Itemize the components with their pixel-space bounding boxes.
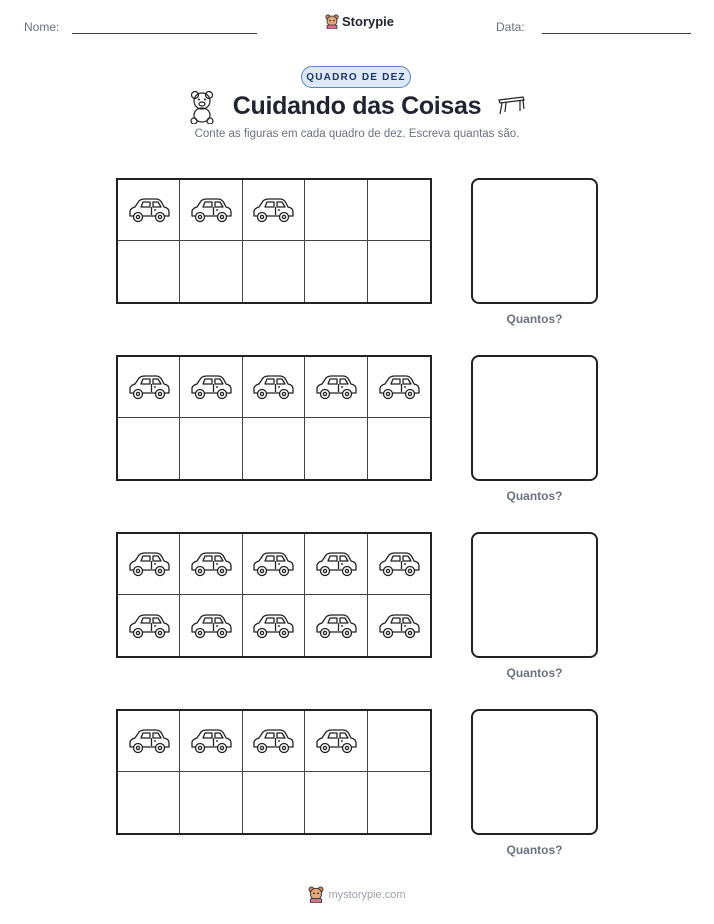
car-icon: [126, 194, 172, 226]
date-label: Data:: [496, 20, 525, 34]
ten-frame-cell: [368, 711, 430, 772]
ten-frame-cell: [243, 357, 305, 418]
ten-frame-cell: [180, 772, 242, 833]
ten-frame-cell: [305, 180, 367, 241]
ten-frame-cell: [368, 357, 430, 418]
answer-label: Quantos?: [506, 666, 563, 680]
name-label: Nome:: [24, 20, 60, 34]
ten-frame-cell: [305, 241, 367, 302]
car-icon: [376, 610, 422, 642]
ten-frame-cell: [180, 180, 242, 241]
ten-frame-cell: [118, 357, 180, 418]
ten-frame-cell: [368, 241, 430, 302]
ten-frame-cell: [180, 711, 242, 772]
car-icon: [188, 371, 234, 403]
car-icon: [376, 371, 422, 403]
bear-icon: [325, 14, 339, 29]
instructions: Conte as figuras em cada quadro de dez. Escreva quantas são.: [194, 128, 520, 140]
ten-frame-cell: [368, 772, 430, 833]
car-icon: [250, 548, 296, 580]
answer-label: Quantos?: [506, 843, 563, 857]
answer-box[interactable]: [471, 178, 598, 304]
ten-frame-cell: [118, 180, 180, 241]
car-icon: [188, 610, 234, 642]
ten-frame-cell: [368, 180, 430, 241]
name-line[interactable]: [72, 33, 257, 34]
car-icon: [126, 371, 172, 403]
ten-frame-cell: [243, 180, 305, 241]
ten-frame-cell: [368, 534, 430, 595]
brand-name: Storypie: [342, 14, 395, 29]
ten-frame-cell: [118, 595, 180, 656]
ten-frame-cell: [305, 357, 367, 418]
car-icon: [376, 548, 422, 580]
car-icon: [188, 548, 234, 580]
car-icon: [313, 725, 359, 757]
worksheet-type-badge: QUADRO DE DEZ: [301, 66, 411, 88]
car-icon: [250, 610, 296, 642]
ten-frame: [116, 532, 432, 658]
car-icon: [188, 194, 234, 226]
ten-frame-cell: [180, 418, 242, 479]
answer-box[interactable]: [471, 709, 598, 835]
brand-logo: [325, 14, 394, 29]
ten-frame-cell: [305, 595, 367, 656]
ten-frame-cell: [305, 534, 367, 595]
car-icon: [126, 548, 172, 580]
answer-box[interactable]: [471, 355, 598, 481]
ten-frame-cell: [180, 357, 242, 418]
ten-frame-cell: [368, 595, 430, 656]
ten-frame: [116, 709, 432, 835]
answer-label: Quantos?: [506, 312, 563, 326]
ten-frame-cell: [243, 595, 305, 656]
ten-frame-cell: [243, 241, 305, 302]
ten-frame: [116, 355, 432, 481]
car-icon: [313, 371, 359, 403]
ten-frame-cell: [243, 772, 305, 833]
ten-frame-cell: [305, 772, 367, 833]
footer: [0, 886, 714, 903]
ten-frame-cell: [180, 595, 242, 656]
ten-frame-cell: [118, 711, 180, 772]
ten-frame-cell: [118, 418, 180, 479]
footer-url[interactable]: mystorypie.com: [328, 888, 406, 901]
bear-icon: [308, 886, 324, 903]
ten-frame-cell: [243, 418, 305, 479]
answer-box[interactable]: [471, 532, 598, 658]
car-icon: [313, 548, 359, 580]
ten-frame-cell: [243, 711, 305, 772]
car-icon: [126, 610, 172, 642]
ten-frame-cell: [180, 241, 242, 302]
ten-frame-cell: [118, 534, 180, 595]
ten-frame: [116, 178, 432, 304]
ten-frame-cell: [243, 534, 305, 595]
ten-frame-cell: [180, 534, 242, 595]
ten-frame-cell: [118, 241, 180, 302]
car-icon: [250, 371, 296, 403]
car-icon: [188, 725, 234, 757]
ten-frame-cell: [305, 418, 367, 479]
bench-icon: [496, 94, 526, 116]
car-icon: [126, 725, 172, 757]
car-icon: [313, 610, 359, 642]
page-title: Cuidando das Coisas: [232, 92, 482, 120]
ten-frame-cell: [368, 418, 430, 479]
car-icon: [250, 725, 296, 757]
answer-label: Quantos?: [506, 489, 563, 503]
ten-frame-cell: [305, 711, 367, 772]
date-line[interactable]: [542, 33, 691, 34]
car-icon: [250, 194, 296, 226]
ten-frame-cell: [118, 772, 180, 833]
